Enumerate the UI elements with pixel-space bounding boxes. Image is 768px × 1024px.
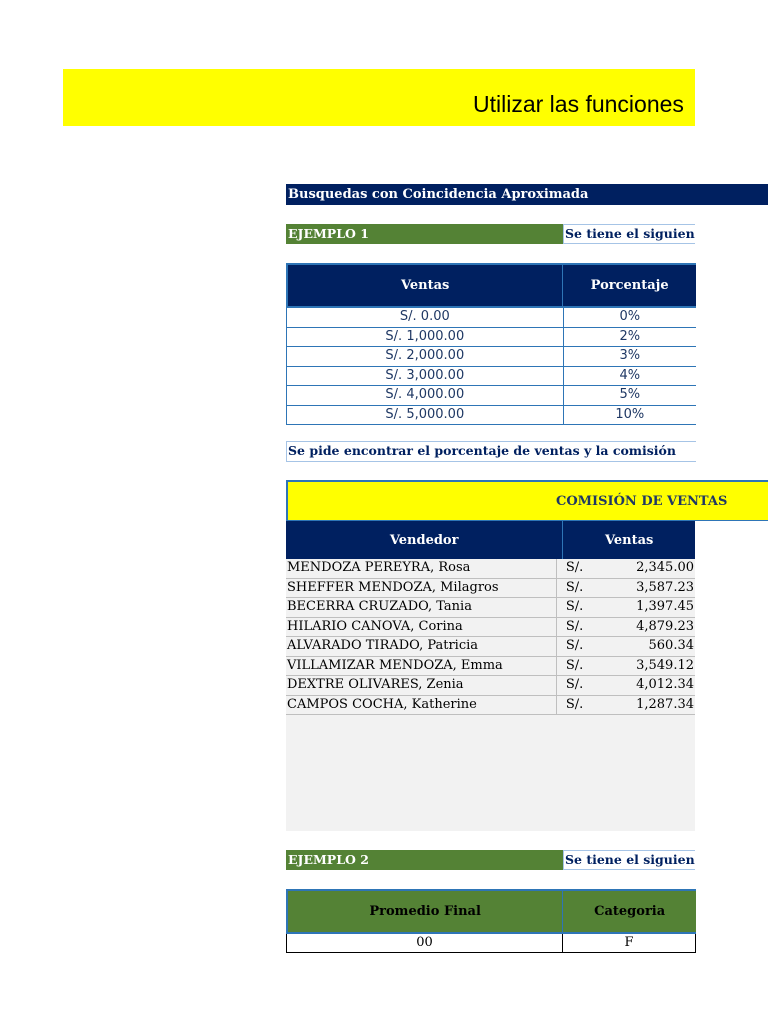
table-row (286, 618, 695, 638)
currency-symbol: S/. (565, 599, 584, 614)
sales-amount: 4,012.34 (636, 677, 694, 692)
section-header: Busquedas con Coincidencia Aproximada (286, 184, 768, 205)
cell-vendedor[interactable]: MENDOZA PEREYRA, Rosa (286, 559, 557, 579)
cell-ventas[interactable] (557, 676, 695, 696)
table-row (286, 406, 696, 426)
example1-description: Se tiene el siguien (563, 224, 695, 244)
cell-ventas[interactable] (557, 657, 695, 677)
table-row (286, 579, 695, 599)
header-categoria[interactable]: Categoria (562, 891, 696, 932)
header-promedio-final[interactable]: Promedio Final (369, 904, 481, 919)
currency-symbol: S/. (565, 696, 584, 712)
currency-symbol: S/. (565, 618, 584, 634)
table-row (286, 598, 695, 618)
header-ventas[interactable]: Ventas (400, 278, 450, 293)
cell-ventas[interactable]: S/. 4,000.00 (286, 386, 563, 406)
sales-amount: 3,587.23 (636, 579, 694, 595)
cell-porcentaje[interactable]: 3% (563, 347, 696, 367)
header-ventas-commission[interactable]: Ventas (604, 532, 654, 548)
grade-category-table (286, 889, 696, 953)
cell-ventas[interactable] (557, 579, 695, 599)
currency-symbol: S/. (565, 579, 584, 595)
sales-amount: 1,287.34 (636, 696, 694, 712)
table-row (286, 386, 696, 406)
currency-symbol: S/. (565, 560, 584, 575)
cell-vendedor[interactable]: HILARIO CANOVA, Corina (286, 618, 557, 638)
cell-ventas[interactable] (557, 696, 695, 716)
currency-symbol: S/. (565, 638, 584, 653)
header-vendedor[interactable]: Vendedor (286, 521, 563, 559)
empty-area (286, 715, 695, 831)
cell-porcentaje[interactable]: 2% (563, 328, 696, 348)
currency-symbol: S/. (565, 677, 584, 692)
sales-amount: 3,549.12 (636, 657, 694, 673)
cell-ventas[interactable]: S/. 0.00 (286, 308, 563, 328)
page-title: Utilizar las funciones (473, 91, 684, 117)
currency-symbol: S/. (565, 657, 584, 673)
commission-header (286, 521, 695, 559)
table-row (286, 328, 696, 348)
table-row (286, 367, 696, 387)
cell-promedio-final[interactable]: 00 (286, 934, 562, 953)
table-row (286, 676, 695, 696)
cell-vendedor[interactable]: VILLAMIZAR MENDOZA, Emma (286, 657, 557, 677)
cell-categoria[interactable]: F (562, 934, 696, 953)
commission-rows (286, 559, 695, 715)
cell-ventas[interactable] (557, 618, 695, 638)
table-row (286, 637, 695, 657)
cell-porcentaje[interactable]: 10% (563, 406, 696, 426)
cell-ventas[interactable]: S/. 5,000.00 (286, 406, 563, 426)
commission-banner (286, 480, 768, 521)
example2-description: Se tiene el siguien (563, 850, 695, 870)
instruction-text: Se pide encontrar el porcentaje de ventas y la comisión (286, 441, 696, 462)
table-row (286, 696, 695, 716)
table-row (286, 347, 696, 367)
cell-ventas[interactable] (557, 559, 695, 579)
cell-vendedor[interactable]: SHEFFER MENDOZA, Milagros (286, 579, 557, 599)
table-row (286, 559, 695, 579)
sales-amount: 1,397.45 (636, 599, 694, 614)
cell-porcentaje[interactable]: 5% (563, 386, 696, 406)
cell-vendedor[interactable]: CAMPOS COCHA, Katherine (286, 696, 557, 716)
table-row (286, 308, 696, 328)
cell-ventas[interactable]: S/. 2,000.00 (286, 347, 563, 367)
table-header (286, 889, 696, 934)
cell-ventas[interactable]: S/. 1,000.00 (286, 328, 563, 348)
table-header (286, 263, 696, 308)
sales-amount: 4,879.23 (636, 618, 694, 634)
sales-amount: 2,345.00 (636, 560, 694, 575)
sales-amount: 560.34 (648, 638, 694, 653)
example2-label: EJEMPLO 2 (286, 850, 563, 870)
cell-vendedor[interactable]: BECERRA CRUZADO, Tania (286, 598, 557, 618)
example1-label: EJEMPLO 1 (286, 224, 563, 244)
cell-ventas[interactable] (557, 637, 695, 657)
table-row (286, 934, 696, 953)
cell-porcentaje[interactable]: 0% (563, 308, 696, 328)
cell-ventas[interactable] (557, 598, 695, 618)
table-row (286, 657, 695, 677)
cell-vendedor[interactable]: DEXTRE OLIVARES, Zenia (286, 676, 557, 696)
title-banner (63, 69, 695, 126)
sales-percentage-table (286, 263, 696, 425)
cell-ventas[interactable]: S/. 3,000.00 (286, 367, 563, 387)
header-porcentaje[interactable]: Porcentaje (562, 265, 696, 306)
cell-porcentaje[interactable]: 4% (563, 367, 696, 387)
cell-vendedor[interactable]: ALVARADO TIRADO, Patricia (286, 637, 557, 657)
commission-title: COMISIÓN DE VENTAS (556, 494, 728, 509)
